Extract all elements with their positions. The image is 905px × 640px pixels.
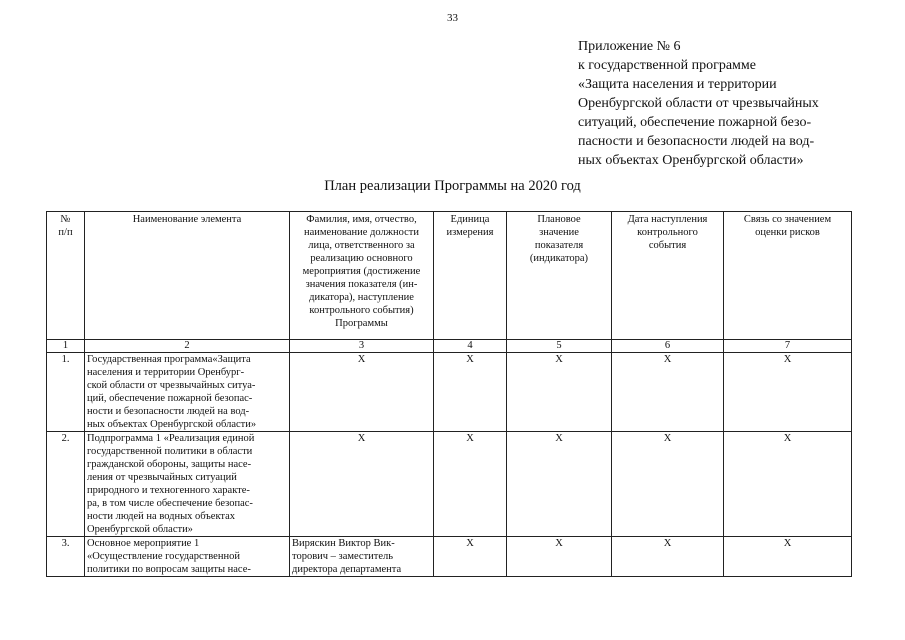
header-line: значения показателя (ин- (305, 279, 418, 290)
event-date: X (612, 537, 724, 577)
unit-value: X (434, 537, 507, 577)
header-line: Наименование элемента (132, 214, 242, 225)
header-line: (индикатора) (529, 253, 589, 264)
table-row (47, 353, 852, 432)
header-line: лица, ответственного за (308, 240, 415, 251)
header-line: оценки рисков (755, 227, 820, 238)
appendix-line: ситуаций, обеспечение пожарной безо- (578, 115, 812, 130)
header-line: контрольного события) (309, 305, 414, 316)
header-line: дикатора), наступление (309, 292, 414, 303)
plan-title: План реализации Программы на 2020 год (324, 178, 581, 194)
unit-value: X (434, 432, 507, 537)
row-number: 1. (47, 353, 85, 432)
column-number: 5 (507, 340, 612, 353)
appendix-line: ных объектах Оренбургской области» (578, 153, 804, 168)
element-name-line: ления от чрезвычайных ситуаций (87, 472, 237, 483)
element-name-line: ных объектах Оренбургской области» (87, 419, 257, 430)
header-cell-event-date (612, 212, 724, 340)
header-line: события (648, 240, 687, 251)
element-name-line: ности людей на водных объектах (87, 511, 236, 522)
element-name-line: ций, обеспечение пожарной безопас- (87, 393, 253, 404)
planned-value: X (507, 353, 612, 432)
risk-link: X (724, 432, 852, 537)
event-date: X (612, 432, 724, 537)
header-line: измерения (446, 227, 494, 238)
header-line: Единица (450, 214, 490, 225)
table-row (47, 537, 852, 577)
header-line: Программы (335, 318, 388, 329)
element-name-line: «Осуществление государственной (87, 551, 240, 562)
row-number: 3. (47, 537, 85, 577)
appendix-note (578, 37, 878, 170)
column-number: 2 (85, 340, 290, 353)
header-cell-number (47, 212, 85, 340)
header-line: показателя (534, 240, 584, 251)
element-name-line: ности и безопасности людей на вод- (87, 406, 250, 417)
responsible-person: X (290, 353, 434, 432)
element-name-line: гражданской обороны, защиты насе- (87, 459, 252, 470)
column-number: 3 (290, 340, 434, 353)
header-line: контрольного (637, 227, 698, 238)
column-number: 7 (724, 340, 852, 353)
header-line: Плановое (537, 214, 581, 225)
appendix-line: «Защита населения и территории (578, 77, 777, 92)
planned-value: X (507, 432, 612, 537)
element-name-line: населения и территории Оренбург- (87, 367, 245, 378)
header-line: Фамилия, имя, отчество, (306, 214, 417, 225)
appendix-line: Оренбургской области от чрезвычайных (578, 96, 819, 111)
header-line: Дата наступления (627, 214, 708, 225)
column-number: 1 (47, 340, 85, 353)
responsible-person (290, 537, 434, 577)
element-name-line: Оренбургской области» (87, 524, 193, 535)
header-line: мероприятия (достижение (302, 266, 421, 277)
element-name (85, 432, 290, 537)
header-line: п/п (58, 227, 73, 238)
header-line: наименование должности (303, 227, 420, 238)
header-cell-element-name (85, 212, 290, 340)
header-cell-planned-value (507, 212, 612, 340)
responsible-line: Виряскин Виктор Вик- (292, 538, 395, 549)
table-row (47, 432, 852, 537)
planned-value: X (507, 537, 612, 577)
header-line: № (60, 214, 71, 225)
risk-link: X (724, 537, 852, 577)
appendix-line: Приложение № 6 (578, 39, 681, 54)
responsible-line: директора департамента (292, 564, 402, 575)
page-number: 33 (447, 12, 458, 24)
element-name (85, 537, 290, 577)
header-line: значение (539, 227, 579, 238)
element-name-line: ской области от чрезвычайных ситуа- (87, 380, 256, 391)
element-name (85, 353, 290, 432)
header-cell-risk-link (724, 212, 852, 340)
element-name-line: Основное мероприятие 1 (87, 538, 200, 549)
appendix-line: пасности и безопасности людей на вод- (578, 134, 815, 149)
column-number: 6 (612, 340, 724, 353)
risk-link: X (724, 353, 852, 432)
element-name-line: Подпрограмма 1 «Реализация единой (87, 433, 255, 444)
event-date: X (612, 353, 724, 432)
responsible-line: торович – заместитель (292, 551, 394, 562)
element-name-line: политики по вопросам защиты насе- (87, 564, 251, 575)
unit-value: X (434, 353, 507, 432)
header-row (47, 212, 852, 340)
element-name-line: ра, в том числе обеспечение безопас- (87, 498, 253, 509)
appendix-line: к государственной программе (578, 58, 756, 73)
header-cell-unit (434, 212, 507, 340)
column-number-row (47, 340, 852, 353)
element-name-line: государственной политики в области (87, 446, 253, 457)
element-name-line: Государственная программа«Защита (87, 354, 251, 365)
header-line: реализацию основного (310, 253, 413, 264)
header-line: Связь со значением (743, 214, 832, 225)
column-number: 4 (434, 340, 507, 353)
plan-table (46, 211, 852, 577)
header-cell-responsible (290, 212, 434, 340)
element-name-line: природного и техногенного характе- (87, 485, 250, 496)
row-number: 2. (47, 432, 85, 537)
responsible-person: X (290, 432, 434, 537)
